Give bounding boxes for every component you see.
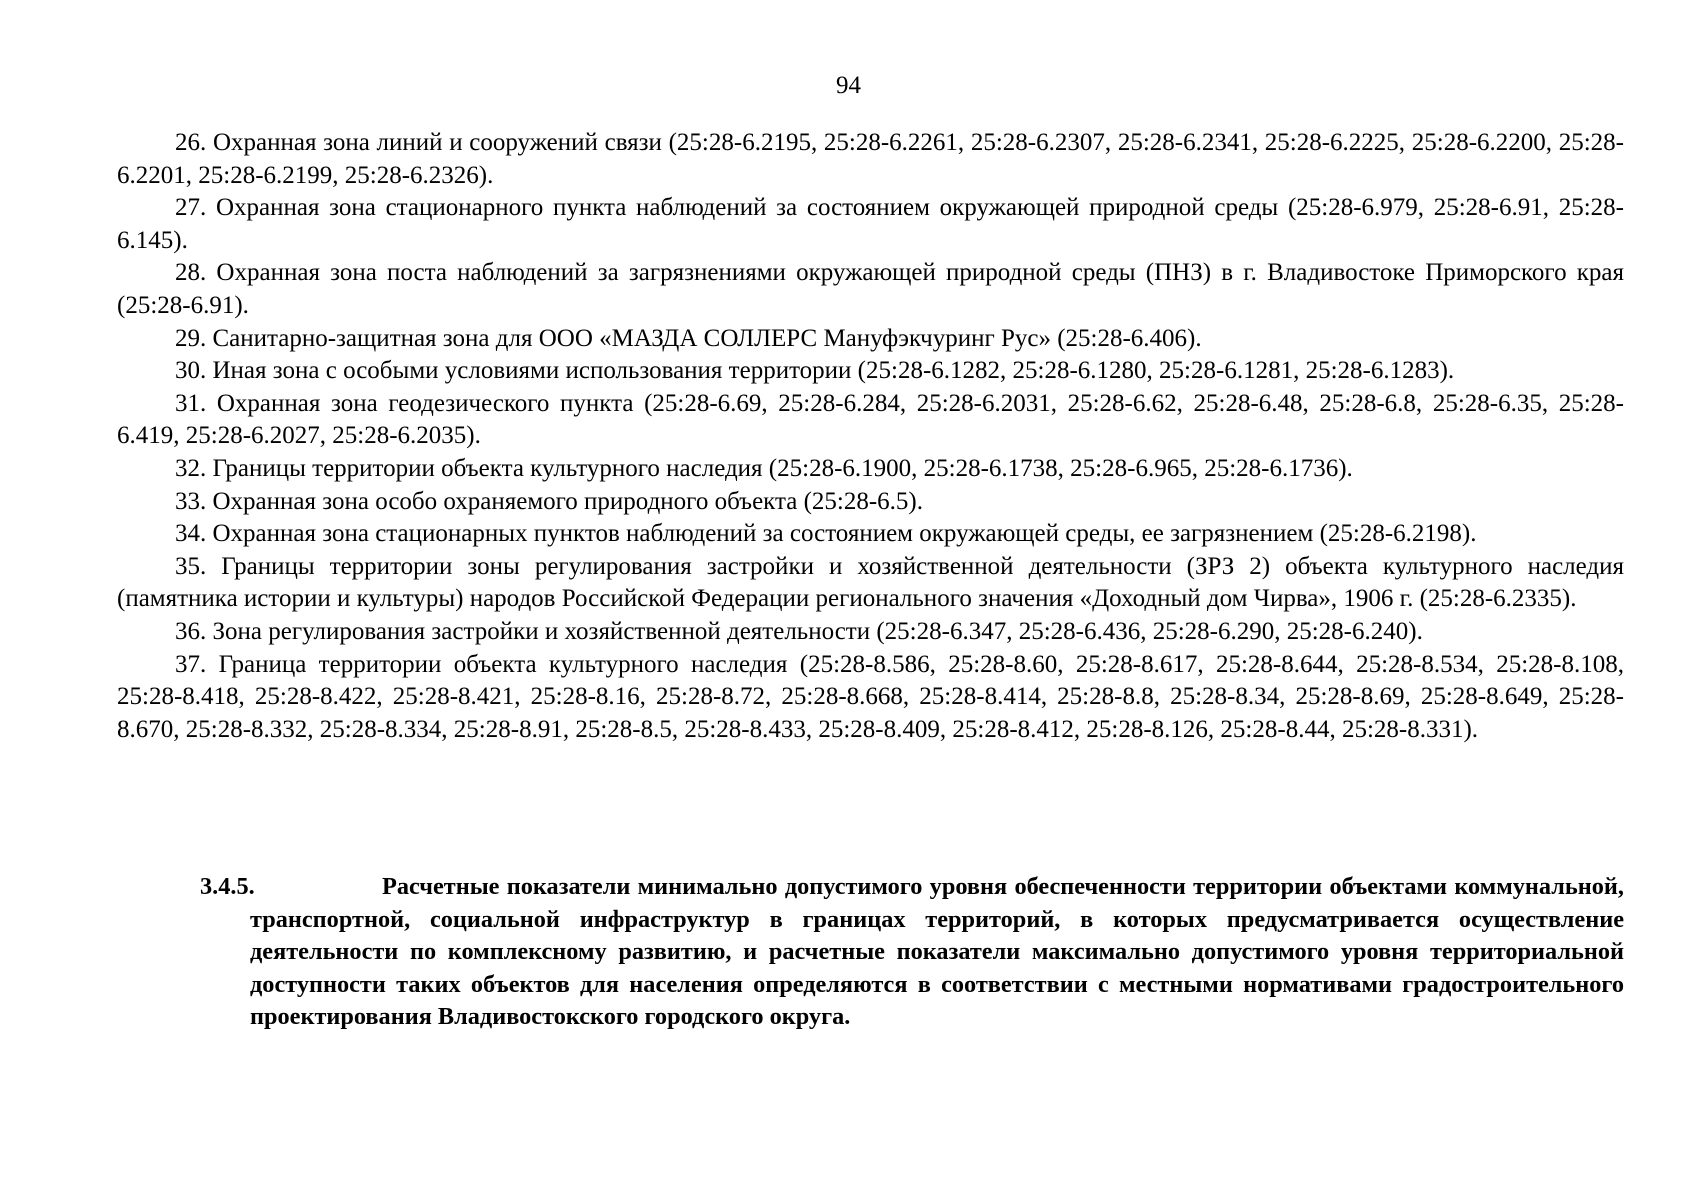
list-item: 33. Охранная зона особо охраняемого природного объекта (25:28-6.5).	[175, 487, 923, 515]
list-item: 32. Границы территории объекта культурного наследия (25:28-6.1900, 25:28-6.1738, 25:28-6.965, 25:28-6.1736).	[175, 454, 1353, 482]
list-item: 29. Санитарно-защитная зона для ООО «МАЗДА СОЛЛЕРС Мануфэкчуринг Рус» (25:28-6.406).	[175, 324, 1202, 352]
list-item: 34. Охранная зона стационарных пунктов наблюдений за состоянием окружающей среды, ее загрязнением (25:28-6.2198).	[175, 520, 1477, 548]
list-item: 26. Охранная зона линий и сооружений связи (25:28-6.2195, 25:28-6.2261, 25:28-6.2307, 25:28-6.2341, 25:28-6.2225, 25:28-6.2200, 25:28-6.2201, 25:28-6.2199, 25:28-6.2326).	[117, 129, 1624, 189]
zone-list	[117, 127, 1624, 746]
page-number: 94	[836, 72, 861, 99]
list-item: 30. Иная зона с особыми условиями использования территории (25:28-6.1282, 25:28-6.1280, 25:28-6.1281, 25:28-6.1283).	[175, 357, 1455, 385]
list-item: 36. Зона регулирования застройки и хозяйственной деятельности (25:28-6.347, 25:28-6.436, 25:28-6.290, 25:28-6.240).	[175, 617, 1423, 645]
list-item: 35. Границы территории зоны регулирования застройки и хозяйственной деятельности (ЗРЗ 2) объекта культурного наследия (памятника истории и культуры) народов Российской Федерации регионального значения «Доходный дом Чирва», 1906 г. (25:28-6.2335).	[117, 552, 1624, 613]
list-item: 28. Охранная зона поста наблюдений за загрязнениями окружающей природной среды (ПНЗ) в г. Владивостоке Приморского края (25:28-6.91).	[117, 259, 1624, 319]
section-heading	[200, 871, 1624, 1034]
list-item: 31. Охранная зона геодезического пункта (25:28-6.69, 25:28-6.284, 25:28-6.2031, 25:28-6.62, 25:28-6.48, 25:28-6.8, 25:28-6.35, 25:28-6.419, 25:28-6.2027, 25:28-6.2035).	[117, 389, 1624, 450]
list-item: 27. Охранная зона стационарного пункта наблюдений за состоянием окружающей природной среды (25:28-6.979, 25:28-6.91, 25:28-6.145).	[117, 194, 1624, 254]
section-number: 3.4.5.	[200, 873, 255, 900]
section-title: Расчетные показатели минимально допустимого уровня обеспеченности территории объектами коммунальной, транспортной, социальной инфраструктур в границах территорий, в которых предусматривается осуществление деятельности по комплексному развитию, и расчетные показатели максимально допустимого уровня территориальной доступности таких объектов для населения определяются в соответствии с местными нормативами градостроительного проектирования Владивостокского городского округа.	[250, 873, 1624, 1030]
list-item: 37. Граница территории объекта культурного наследия (25:28-8.586, 25:28-8.60, 25:28-8.617, 25:28-8.644, 25:28-8.534, 25:28-8.108, 25:28-8.418, 25:28-8.422, 25:28-8.421, 25:28-8.16, 25:28-8.72, 25:28-8.668, 25:28-8.414, 25:28-8.8, 25:28-8.34, 25:28-8.69, 25:28-8.649, 25:28-8.670, 25:28-8.332, 25:28-8.334, 25:28-8.91, 25:28-8.5, 25:28-8.433, 25:28-8.409, 25:28-8.412, 25:28-8.126, 25:28-8.44, 25:28-8.331).	[117, 650, 1624, 743]
